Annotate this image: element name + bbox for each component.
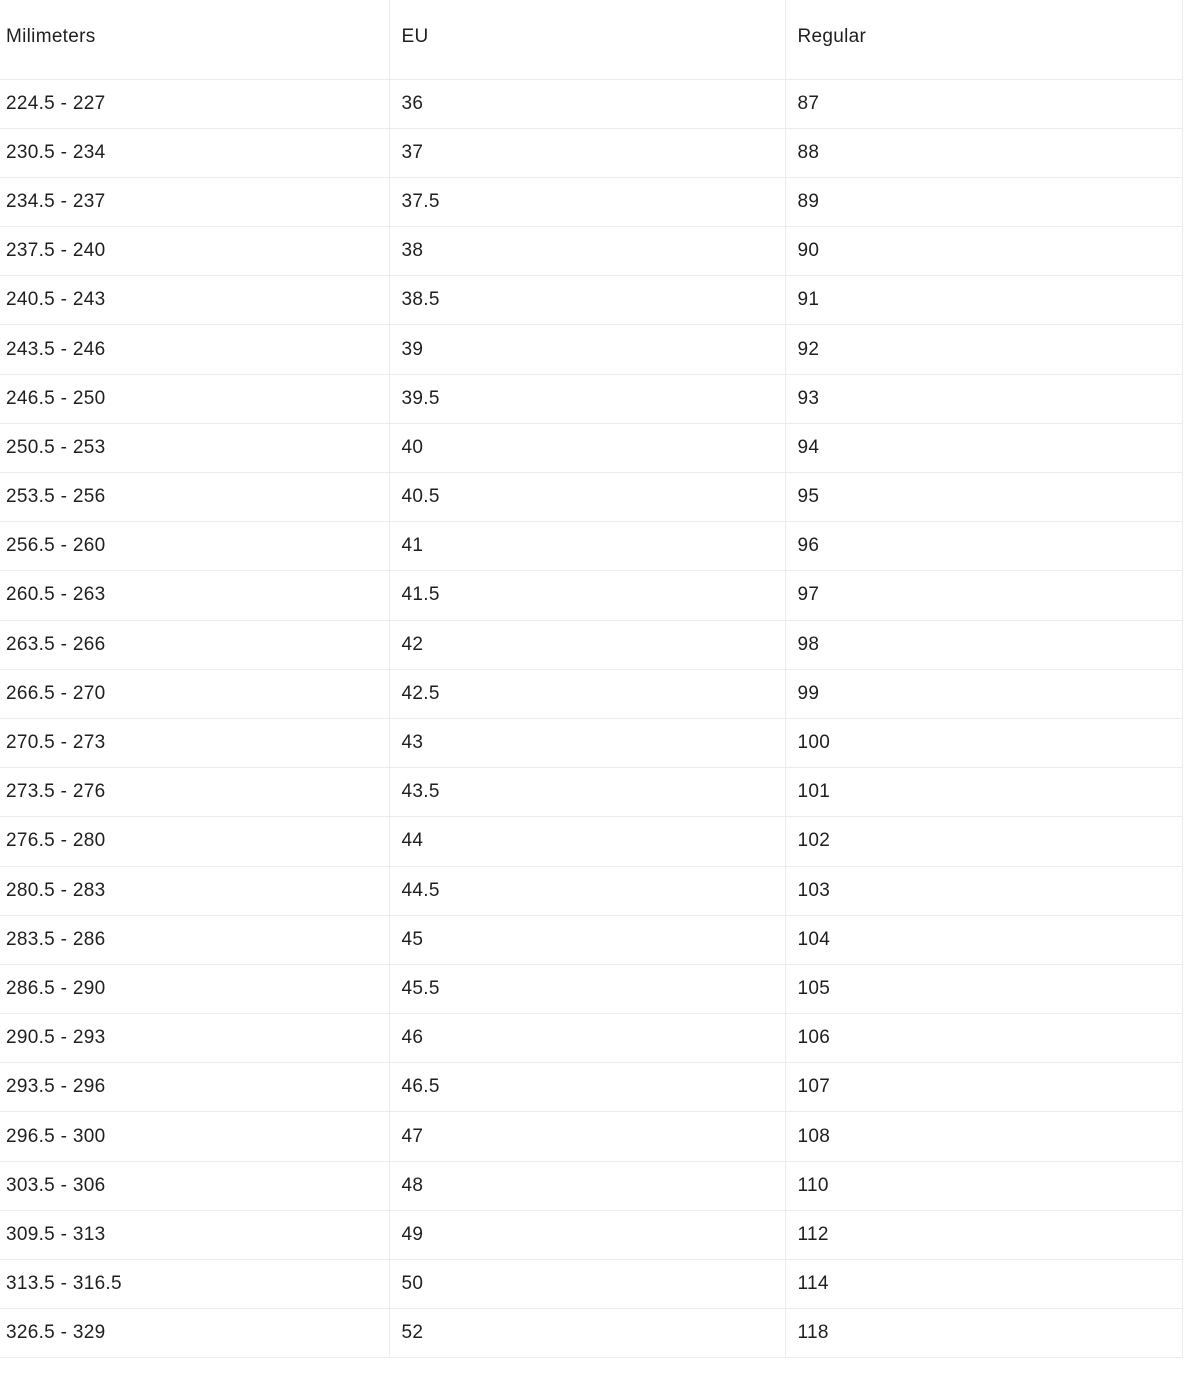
header-row <box>0 0 1182 79</box>
header-regular: Regular <box>785 0 1182 79</box>
cell-eu: 46 <box>389 1014 785 1063</box>
cell-millimeters: 256.5 - 260 <box>0 522 389 571</box>
cell-eu: 39 <box>389 325 785 374</box>
cell-millimeters: 260.5 - 263 <box>0 571 389 620</box>
cell-regular: 99 <box>785 669 1182 718</box>
cell-eu: 48 <box>389 1161 785 1210</box>
cell-millimeters: 296.5 - 300 <box>0 1112 389 1161</box>
cell-eu: 38 <box>389 227 785 276</box>
cell-regular: 90 <box>785 227 1182 276</box>
table-row <box>0 177 1182 226</box>
cell-millimeters: 234.5 - 237 <box>0 177 389 226</box>
cell-millimeters: 253.5 - 256 <box>0 473 389 522</box>
table-row <box>0 718 1182 767</box>
cell-regular: 118 <box>785 1309 1182 1358</box>
table-header <box>0 0 1182 79</box>
cell-eu: 47 <box>389 1112 785 1161</box>
table-row <box>0 1063 1182 1112</box>
table-row <box>0 473 1182 522</box>
table-row <box>0 374 1182 423</box>
cell-regular: 97 <box>785 571 1182 620</box>
cell-millimeters: 313.5 - 316.5 <box>0 1260 389 1309</box>
cell-regular: 100 <box>785 718 1182 767</box>
table-row <box>0 276 1182 325</box>
table-row <box>0 866 1182 915</box>
cell-millimeters: 280.5 - 283 <box>0 866 389 915</box>
cell-regular: 91 <box>785 276 1182 325</box>
cell-eu: 49 <box>389 1210 785 1259</box>
table-row <box>0 522 1182 571</box>
table-row <box>0 817 1182 866</box>
cell-eu: 40 <box>389 423 785 472</box>
table-row <box>0 1309 1182 1358</box>
table-row <box>0 915 1182 964</box>
cell-regular: 106 <box>785 1014 1182 1063</box>
cell-eu: 44 <box>389 817 785 866</box>
cell-eu: 46.5 <box>389 1063 785 1112</box>
table-row <box>0 964 1182 1013</box>
table-row <box>0 620 1182 669</box>
cell-eu: 37.5 <box>389 177 785 226</box>
cell-regular: 98 <box>785 620 1182 669</box>
table-row <box>0 669 1182 718</box>
cell-regular: 89 <box>785 177 1182 226</box>
cell-regular: 107 <box>785 1063 1182 1112</box>
cell-regular: 105 <box>785 964 1182 1013</box>
cell-regular: 95 <box>785 473 1182 522</box>
cell-regular: 108 <box>785 1112 1182 1161</box>
cell-regular: 112 <box>785 1210 1182 1259</box>
table-row <box>0 1014 1182 1063</box>
table-row <box>0 571 1182 620</box>
table-row <box>0 128 1182 177</box>
table-row <box>0 768 1182 817</box>
table-row <box>0 423 1182 472</box>
cell-regular: 87 <box>785 79 1182 128</box>
cell-millimeters: 250.5 - 253 <box>0 423 389 472</box>
cell-regular: 92 <box>785 325 1182 374</box>
table-row <box>0 79 1182 128</box>
cell-eu: 50 <box>389 1260 785 1309</box>
cell-millimeters: 283.5 - 286 <box>0 915 389 964</box>
cell-regular: 110 <box>785 1161 1182 1210</box>
cell-eu: 45.5 <box>389 964 785 1013</box>
cell-regular: 114 <box>785 1260 1182 1309</box>
cell-eu: 41 <box>389 522 785 571</box>
cell-millimeters: 303.5 - 306 <box>0 1161 389 1210</box>
cell-eu: 43.5 <box>389 768 785 817</box>
cell-eu: 36 <box>389 79 785 128</box>
cell-regular: 94 <box>785 423 1182 472</box>
cell-millimeters: 276.5 - 280 <box>0 817 389 866</box>
cell-millimeters: 326.5 - 329 <box>0 1309 389 1358</box>
cell-regular: 102 <box>785 817 1182 866</box>
cell-regular: 104 <box>785 915 1182 964</box>
cell-eu: 39.5 <box>389 374 785 423</box>
cell-millimeters: 243.5 - 246 <box>0 325 389 374</box>
table-row <box>0 325 1182 374</box>
table-row <box>0 1161 1182 1210</box>
cell-regular: 88 <box>785 128 1182 177</box>
cell-eu: 43 <box>389 718 785 767</box>
cell-eu: 42 <box>389 620 785 669</box>
cell-eu: 41.5 <box>389 571 785 620</box>
table-row <box>0 1260 1182 1309</box>
cell-millimeters: 237.5 - 240 <box>0 227 389 276</box>
cell-millimeters: 309.5 - 313 <box>0 1210 389 1259</box>
cell-millimeters: 224.5 - 227 <box>0 79 389 128</box>
header-eu: EU <box>389 0 785 79</box>
cell-regular: 93 <box>785 374 1182 423</box>
cell-millimeters: 270.5 - 273 <box>0 718 389 767</box>
table-row <box>0 227 1182 276</box>
cell-millimeters: 246.5 - 250 <box>0 374 389 423</box>
cell-regular: 101 <box>785 768 1182 817</box>
cell-millimeters: 263.5 - 266 <box>0 620 389 669</box>
cell-eu: 40.5 <box>389 473 785 522</box>
cell-millimeters: 266.5 - 270 <box>0 669 389 718</box>
cell-millimeters: 286.5 - 290 <box>0 964 389 1013</box>
cell-eu: 45 <box>389 915 785 964</box>
cell-regular: 103 <box>785 866 1182 915</box>
cell-eu: 38.5 <box>389 276 785 325</box>
cell-eu: 37 <box>389 128 785 177</box>
table-row <box>0 1112 1182 1161</box>
header-millimeters: Milimeters <box>0 0 389 79</box>
cell-regular: 96 <box>785 522 1182 571</box>
cell-eu: 42.5 <box>389 669 785 718</box>
cell-millimeters: 290.5 - 293 <box>0 1014 389 1063</box>
table-row <box>0 1210 1182 1259</box>
cell-millimeters: 293.5 - 296 <box>0 1063 389 1112</box>
cell-millimeters: 273.5 - 276 <box>0 768 389 817</box>
table-body <box>0 79 1182 1358</box>
cell-millimeters: 240.5 - 243 <box>0 276 389 325</box>
cell-millimeters: 230.5 - 234 <box>0 128 389 177</box>
cell-eu: 44.5 <box>389 866 785 915</box>
cell-eu: 52 <box>389 1309 785 1358</box>
